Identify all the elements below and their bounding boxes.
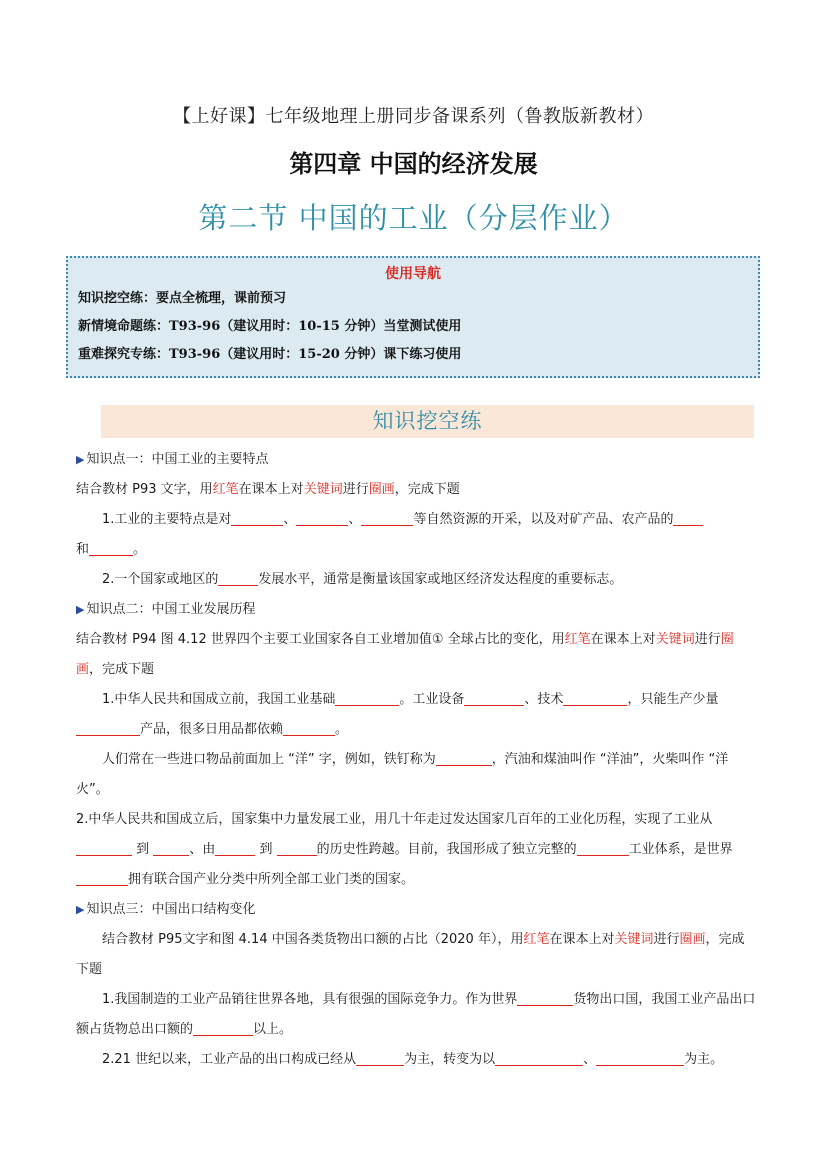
exercise-body — [76, 445, 756, 1075]
section-banner: 知识挖空练 — [101, 405, 754, 438]
answer-blank[interactable] — [335, 689, 399, 706]
kp1-instruction: 结合教材 P93 文字，用红笔在课本上对关键词进行圈画，完成下题 — [76, 482, 460, 497]
section-title: 第二节 中国的工业（分层作业） — [198, 201, 629, 235]
series-title: 【上好课】七年级地理上册同步备课系列（鲁教版新教材） — [173, 106, 654, 127]
answer-blank[interactable] — [563, 689, 627, 706]
kp2-question-1: 1.中华人民共和国成立前，我国工业基础 。工业设备 、技术 ，只能生产少量产品，很多日用品都依赖 。 — [76, 685, 756, 745]
triangle-bullet-icon: ▶ — [76, 603, 85, 616]
answer-blank[interactable] — [296, 509, 348, 526]
kp3-question-2: 2.21 世纪以来，工业产品的出口构成已经从 为主，转变为以 、 为主。 — [76, 1045, 756, 1075]
guide-line: 新情境命题练：T93-96（建议用时：10-15 分钟）当堂测试使用 — [78, 319, 462, 334]
answer-blank[interactable] — [76, 869, 128, 886]
kp2-paragraph: 人们常在一些进口物品前面加上 “洋” 字，例如，铁钉称为 ，汽油和煤油叫作 “洋油”，火柴叫作 “洋火”。 — [76, 745, 756, 805]
chapter-title: 第四章 中国的经济发展 — [289, 150, 538, 178]
answer-blank[interactable] — [356, 1049, 404, 1066]
kp3-heading: ▶ 知识点三：中国出口结构变化 — [76, 902, 256, 917]
guide-title: 使用导航 — [385, 266, 441, 282]
kp1-question-1-cont: 和 。 — [76, 535, 756, 565]
kp2-question-2: 2.中华人民共和国成立后，国家集中力量发展工业，用几十年走过发达国家几百年的工业化历程，实现了工业从 到 、由 到 的历史性跨越。目前，我国形成了独立完整的 工业体系，是世界拥有联合国产业分类中所列全部工业门类的国家。 — [76, 812, 733, 887]
answer-blank[interactable] — [596, 1049, 684, 1066]
answer-blank[interactable] — [231, 509, 283, 526]
kp3-question-1: 1.我国制造的工业产品销往世界各地，具有很强的国际竞争力。作为世界 货物出口国，我国工业产品出口额占货物总出口额的 以上。 — [76, 985, 756, 1045]
triangle-bullet-icon: ▶ — [76, 453, 85, 466]
answer-blank[interactable] — [464, 689, 524, 706]
answer-blank[interactable] — [436, 749, 492, 766]
answer-blank[interactable] — [76, 719, 140, 736]
guide-line: 重难探究专练：T93-96（建议用时：15-20 分钟）课下练习使用 — [78, 347, 462, 362]
answer-blank[interactable] — [89, 539, 133, 556]
answer-blank[interactable] — [153, 839, 189, 856]
kp2-heading: ▶ 知识点二：中国工业发展历程 — [76, 602, 256, 617]
kp1-heading: ▶ 知识点一：中国工业的主要特点 — [76, 452, 269, 467]
kp1-question-2: 2.一个国家或地区的 发展水平，通常是衡量该国家或地区经济发达程度的重要标志。 — [76, 565, 756, 595]
answer-blank[interactable] — [517, 989, 573, 1006]
kp3-instruction: 结合教材 P95文字和图 4.14 中国各类货物出口额的占比（2020 年），用红笔在课本上对关键词进行圈画，完成下题 — [76, 932, 745, 977]
answer-blank[interactable] — [495, 1049, 583, 1066]
answer-blank[interactable] — [193, 1019, 253, 1036]
answer-blank[interactable] — [577, 839, 629, 856]
answer-blank[interactable] — [361, 509, 413, 526]
answer-blank[interactable] — [673, 509, 703, 526]
kp1-question-1: 1.工业的主要特点是对 、 、 等自然资源的开采，以及对矿产品、农产品的 — [76, 505, 756, 535]
answer-blank[interactable] — [215, 839, 255, 856]
answer-blank[interactable] — [277, 839, 317, 856]
kp2-instruction: 结合教材 P94 图 4.12 世界四个主要工业国家各自工业增加值① 全球占比的变化，用红笔在课本上对关键词进行圈画，完成下题 — [76, 632, 734, 677]
triangle-bullet-icon: ▶ — [76, 903, 85, 916]
guide-line: 知识挖空练：要点全梳理，课前预习 — [78, 291, 287, 306]
answer-blank[interactable] — [76, 839, 132, 856]
answer-blank[interactable] — [218, 569, 258, 586]
answer-blank[interactable] — [283, 719, 335, 736]
usage-guide-box — [66, 256, 760, 378]
